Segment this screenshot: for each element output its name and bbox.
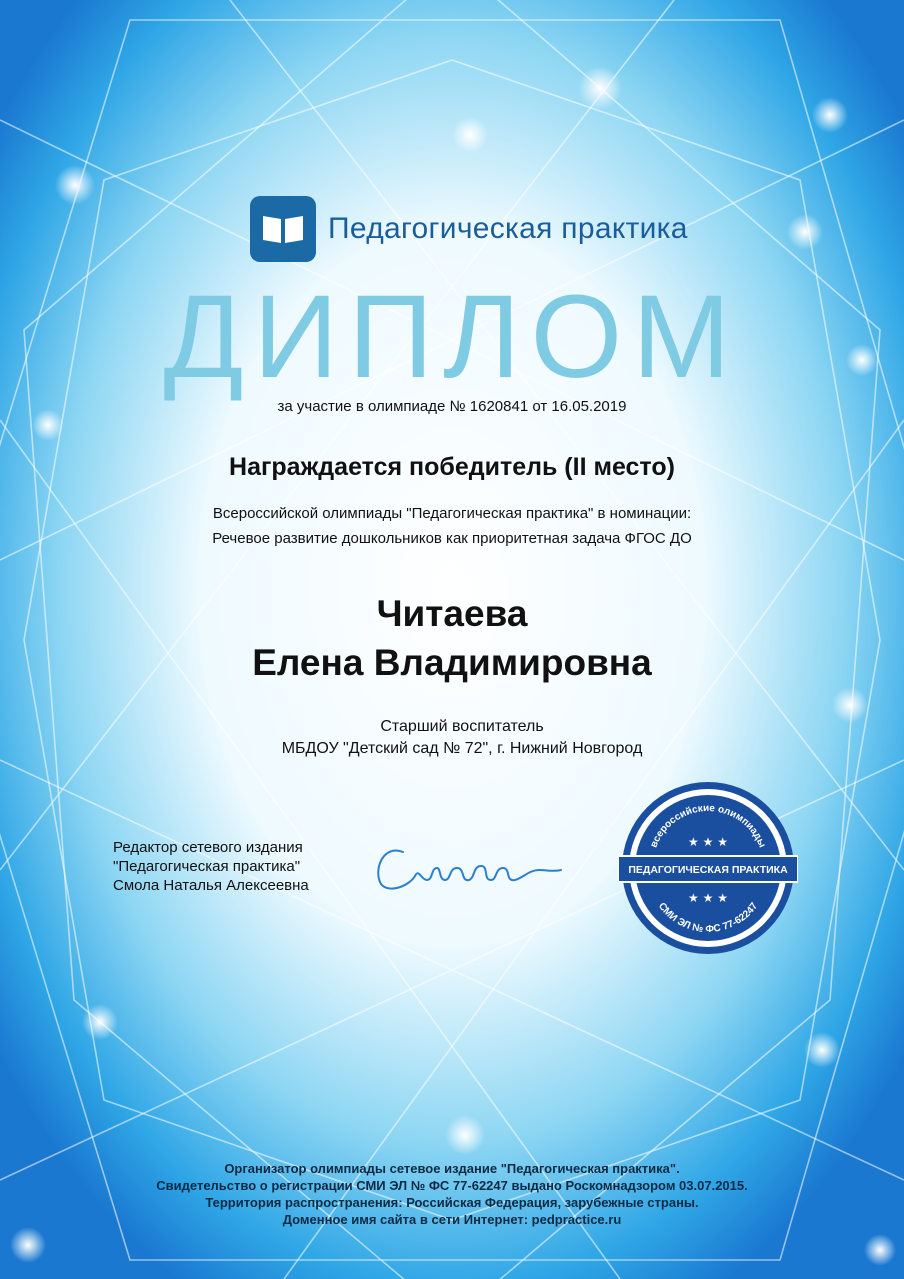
recipient-given-names: Елена Владимировна [252,642,652,683]
footer-registration: Свидетельство о регистрации СМИ ЭЛ № ФС 77-62247 выдано Роскомнадзором 03.07.2015. [156,1178,748,1193]
footer-block [0,1160,904,1228]
editor-line-3: Смола Наталья Алексеевна [113,877,309,894]
award-heading: Награждается победитель (II место) [229,453,675,481]
nomination-line-2: Речевое развитие дошкольников как приоритетная задача ФГОС ДО [212,530,692,547]
stamp-top-arc-text: всероссийские олимпиады [648,802,768,850]
footer-territory: Территория распространения: Российская Федерация, зарубежные страны. [205,1195,699,1210]
recipient-surname: Читаева [376,593,528,634]
nomination-line-1: Всероссийской олимпиады "Педагогическая практика" в номинации: [212,505,692,522]
editor-line-1: Редактор сетевого издания [113,839,303,856]
recipient-position: Старший воспитатель [380,718,544,735]
stamp-stars-bottom: ★ ★ ★ [688,891,728,905]
publisher-stamp [618,778,798,963]
footer-organizer: Организатор олимпиады сетевое издание "Педагогическая практика". [224,1161,680,1176]
stamp-banner-text: ПЕДАГОГИЧЕСКАЯ ПРАКТИКА [628,864,788,876]
publisher-name: Педагогическая практика [328,212,688,245]
footer-domain: Доменное имя сайта в сети Интернет: pedpractice.ru [282,1212,622,1227]
open-book-icon [250,196,316,262]
publisher-logo [250,196,688,262]
stamp-stars-top: ★ ★ ★ [688,835,728,849]
editor-line-2: "Педагогическая практика" [113,858,301,875]
editor-signature [365,830,565,900]
stamp-bottom-arc-text: СМИ ЭЛ № ФС 77-62247 [655,900,761,936]
recipient-organization: МБДОУ "Детский сад № 72", г. Нижний Новгород [281,740,643,757]
document-title: ДИПЛОМ [163,271,741,403]
editor-block [113,838,309,895]
olympiad-reference: за участие в олимпиаде № 1620841 от 16.05.2019 [277,398,627,415]
